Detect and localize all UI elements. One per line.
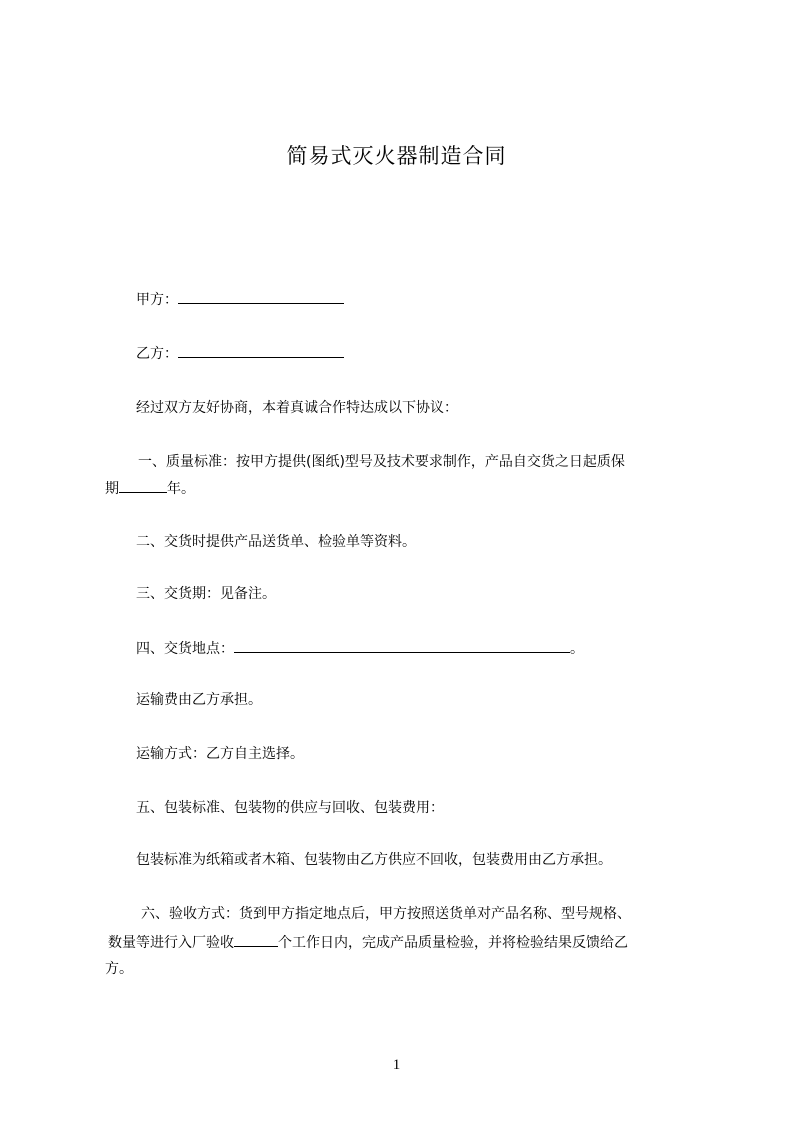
clause-1-prefix: 期 [105, 481, 119, 497]
party-b-blank[interactable] [178, 343, 344, 358]
clause-6-prefix: 数量等进行入厂验收 [108, 935, 234, 951]
clause-3: 三、交货期：见备注。 [136, 586, 276, 602]
party-a-label: 甲方： [136, 292, 178, 308]
party-a-blank[interactable] [178, 289, 344, 304]
clause-1-suffix: 年。 [167, 481, 195, 497]
clause-4-prefix: 四、交货地点： [136, 641, 234, 657]
clause-6-line-3: 方。 [105, 961, 133, 977]
page-number: 1 [392, 1057, 401, 1073]
clause-6-line-1: 六、验收方式：货到甲方指定地点后，甲方按照送货单对产品名称、型号规格、 [141, 906, 631, 922]
intro-paragraph: 经过双方友好协商，本着真诚合作特达成以下协议： [136, 400, 458, 416]
party-a-line [136, 289, 344, 310]
delivery-location-blank[interactable] [234, 638, 570, 653]
clause-1-line-2 [105, 478, 195, 499]
clause-4 [136, 638, 584, 659]
clause-6-suffix: 个工作日内，完成产品质量检验，并将检验结果反馈给乙 [278, 935, 628, 951]
transport-mode: 运输方式：乙方自主选择。 [136, 746, 304, 762]
party-b-line [136, 343, 344, 364]
clause-4-suffix: 。 [570, 641, 584, 657]
document-title: 简易式灭火器制造合同 [286, 144, 507, 168]
warranty-years-blank[interactable] [119, 478, 167, 493]
clause-5: 五、包装标准、包装物的供应与回收、包装费用： [136, 800, 444, 816]
packaging-paragraph: 包装标准为纸箱或者木箱、包装物由乙方供应不回收，包装费用由乙方承担。 [136, 852, 612, 868]
clause-2: 二、交货时提供产品送货单、检验单等资料。 [136, 534, 416, 550]
clause-6-line-2 [108, 932, 628, 953]
inspection-days-blank[interactable] [234, 932, 278, 947]
transport-cost: 运输费由乙方承担。 [136, 692, 262, 708]
clause-1-line-1: 一、质量标准：按甲方提供(图纸)型号及技术要求制作，产品自交货之日起质保 [138, 454, 625, 470]
party-b-label: 乙方： [136, 346, 178, 362]
